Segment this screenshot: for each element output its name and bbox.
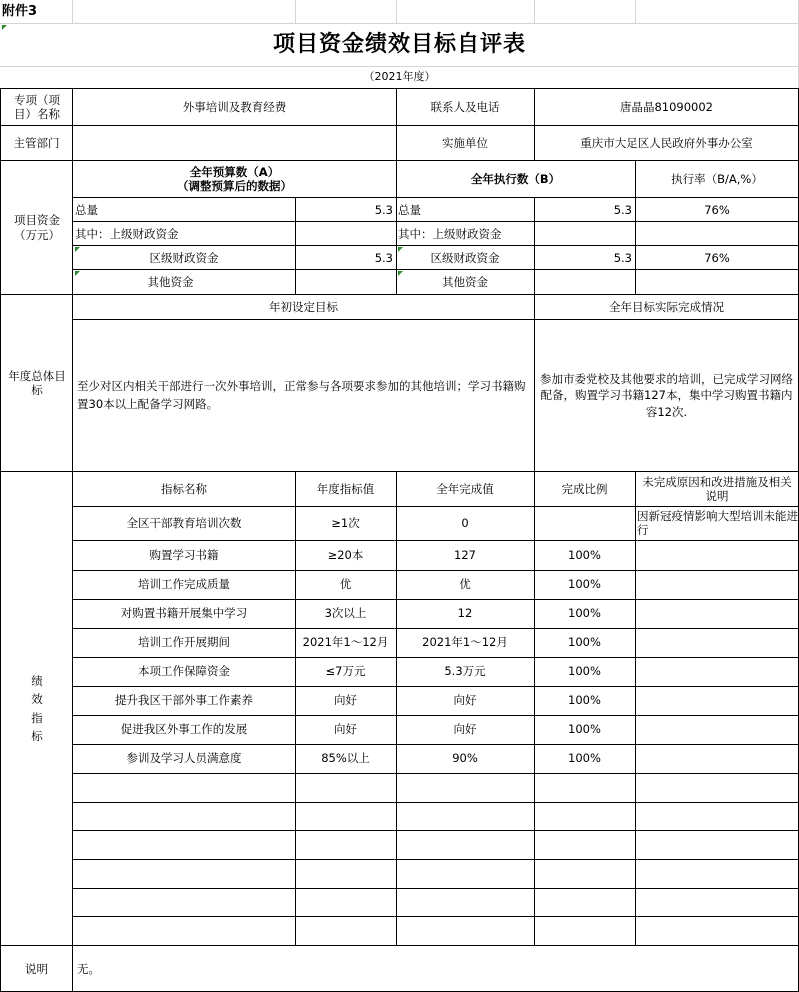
grid-line bbox=[0, 23, 799, 24]
year-label: （2021年度） bbox=[363, 70, 436, 84]
table-line bbox=[72, 88, 73, 992]
indicator-ratio: 100% bbox=[568, 577, 601, 592]
indicator-header-name: 指标名称 bbox=[161, 481, 207, 496]
funds-row-exec-name: 总量 bbox=[398, 202, 421, 217]
table-line bbox=[73, 628, 799, 629]
table-line bbox=[73, 802, 799, 803]
indicator-target: 向好 bbox=[334, 693, 357, 708]
initial-goal-header: 年初设定目标 bbox=[269, 299, 338, 314]
funds-row-exec-name: 其中：上级财政资金 bbox=[398, 226, 502, 241]
indicator-ratio: 100% bbox=[568, 606, 601, 621]
table-line bbox=[73, 319, 799, 320]
table-line bbox=[396, 471, 397, 945]
funds-row-exec bbox=[534, 270, 635, 294]
indicator-actual: 90% bbox=[452, 751, 478, 766]
indicator-actual: 2021年1～12月 bbox=[422, 635, 508, 650]
dept-value bbox=[73, 126, 396, 160]
goals-label: 年度总体目标 bbox=[8, 368, 66, 397]
indicator-ratio: 100% bbox=[568, 664, 601, 679]
table-line bbox=[73, 773, 799, 774]
grid-line bbox=[635, 0, 636, 23]
budget-header-title: 全年预算数（A） bbox=[189, 164, 280, 179]
table-line bbox=[0, 945, 799, 946]
indicator-name: 购置学习书籍 bbox=[149, 547, 219, 562]
dept-label: 主管部门 bbox=[13, 135, 60, 150]
funds-row-exec bbox=[534, 222, 635, 246]
grid-line bbox=[396, 0, 397, 23]
table-line bbox=[295, 197, 296, 294]
indicator-ratio: 100% bbox=[568, 693, 601, 708]
indicator-reason bbox=[635, 744, 799, 773]
exec-header: 全年执行数（B） bbox=[470, 171, 561, 186]
indicator-actual: 向好 bbox=[453, 722, 477, 737]
table-line bbox=[635, 160, 636, 294]
table-line bbox=[635, 471, 636, 945]
indicator-header-actual: 全年完成值 bbox=[436, 481, 494, 496]
table-line bbox=[73, 686, 799, 687]
grid-line bbox=[72, 0, 73, 23]
funds-row-name: 总量 bbox=[75, 202, 98, 217]
indicator-name: 提升我区干部外事工作素养 bbox=[115, 693, 253, 708]
cell-marker bbox=[2, 25, 7, 30]
table-line bbox=[73, 657, 799, 658]
contact-value: 唐晶晶81090002 bbox=[619, 99, 714, 114]
rate-header: 执行率（B/A,%） bbox=[671, 171, 763, 186]
project-name-label: 专项（项目）名称 bbox=[14, 92, 60, 121]
table-line bbox=[73, 540, 799, 541]
indicator-target: 优 bbox=[339, 577, 352, 592]
table-line bbox=[73, 916, 799, 917]
table-line bbox=[73, 599, 799, 600]
table-line bbox=[73, 197, 799, 198]
grid-line bbox=[295, 0, 296, 23]
table-line bbox=[73, 245, 799, 246]
cell-marker bbox=[75, 247, 80, 252]
indicator-reason bbox=[635, 657, 799, 686]
table-line bbox=[295, 471, 296, 945]
indicator-target: 3次以上 bbox=[324, 606, 367, 621]
funds-row-budget bbox=[295, 270, 396, 294]
table-line bbox=[73, 269, 799, 270]
table-line bbox=[534, 471, 535, 945]
funds-label: 项目资金（万元） bbox=[14, 213, 60, 242]
indicator-ratio: 100% bbox=[568, 635, 601, 650]
indicator-target: 2021年1～12月 bbox=[302, 635, 389, 650]
table-line bbox=[73, 715, 799, 716]
table-line bbox=[0, 471, 799, 472]
funds-row-name: 其他资金 bbox=[147, 274, 194, 289]
table-line bbox=[0, 160, 799, 161]
indicator-header-ratio: 完成比例 bbox=[561, 481, 608, 496]
indicator-target: 85%以上 bbox=[321, 751, 370, 766]
table-line bbox=[534, 294, 535, 471]
funds-row-exec-name: 其他资金 bbox=[442, 274, 488, 289]
funds-row-rate: 76% bbox=[704, 202, 730, 217]
contact-label: 联系人及电话 bbox=[430, 99, 500, 114]
actual-goal-header: 全年目标实际完成情况 bbox=[609, 299, 724, 314]
indicator-target: ≤7万元 bbox=[325, 664, 366, 679]
page-title: 项目资金绩效目标自评表 bbox=[272, 31, 526, 58]
indicator-name: 参训及学习人员满意度 bbox=[126, 751, 242, 766]
indicator-reason bbox=[635, 686, 799, 715]
indicator-reason bbox=[635, 570, 799, 599]
attachment-label: 附件3 bbox=[2, 3, 38, 19]
table-line bbox=[0, 294, 799, 295]
funds-row-name: 其中：上级财政资金 bbox=[75, 226, 179, 241]
funds-row-budget bbox=[295, 222, 396, 246]
indicator-header-target: 年度指标值 bbox=[316, 481, 375, 496]
indicators-label: 绩效指标 bbox=[31, 673, 43, 743]
table-line bbox=[534, 88, 535, 161]
cell-marker bbox=[398, 247, 403, 252]
table-line bbox=[0, 88, 1, 992]
table-line bbox=[0, 125, 799, 126]
indicator-actual: 向好 bbox=[453, 693, 477, 708]
grid-line bbox=[534, 0, 535, 23]
cell-marker bbox=[398, 271, 403, 276]
indicator-name: 培训工作开展期间 bbox=[138, 635, 230, 650]
project-name: 外事培训及教育经费 bbox=[182, 99, 287, 114]
indicator-reason: 因新冠疫情影响大型培训未能进行 bbox=[637, 508, 798, 537]
funds-row-rate bbox=[635, 270, 799, 294]
indicator-name: 培训工作完成质量 bbox=[138, 577, 230, 592]
impl-value: 重庆市大足区人民政府外事办公室 bbox=[580, 135, 753, 150]
indicator-ratio: 100% bbox=[568, 722, 601, 737]
table-line bbox=[73, 221, 799, 222]
table-line bbox=[73, 859, 799, 860]
table-line bbox=[73, 570, 799, 571]
funds-row-exec-name: 区级财政资金 bbox=[430, 250, 500, 265]
table-line bbox=[73, 888, 799, 889]
note-label: 说明 bbox=[25, 961, 48, 976]
grid-line bbox=[0, 66, 799, 67]
note-text: 无。 bbox=[77, 961, 100, 976]
indicator-actual: 优 bbox=[459, 577, 471, 592]
funds-row-name: 区级财政资金 bbox=[149, 250, 219, 265]
indicator-name: 对购置书籍开展集中学习 bbox=[120, 606, 248, 621]
funds-row-rate bbox=[635, 222, 799, 246]
table-line bbox=[73, 506, 799, 507]
funds-row-budget: 5.3 bbox=[374, 202, 393, 217]
indicator-name: 全区干部教育培训次数 bbox=[126, 515, 242, 530]
table-line bbox=[0, 88, 799, 89]
indicator-ratio: 100% bbox=[568, 751, 601, 766]
funds-row-exec: 5.3 bbox=[613, 202, 632, 217]
indicator-reason bbox=[635, 628, 799, 657]
table-line bbox=[534, 197, 535, 294]
indicator-reason bbox=[635, 599, 799, 628]
indicator-actual: 5.3万元 bbox=[444, 664, 486, 679]
indicator-ratio: 100% bbox=[568, 547, 601, 562]
indicator-ratio bbox=[534, 506, 635, 540]
indicator-reason bbox=[635, 715, 799, 744]
indicator-header-reason: 未完成原因和改进措施及相关说明 bbox=[642, 474, 792, 503]
funds-row-exec: 5.3 bbox=[613, 250, 632, 265]
budget-header bbox=[73, 161, 396, 197]
table-line bbox=[73, 830, 799, 831]
actual-goal-text: 参加市委党校及其他要求的培训，已完成学习网络配备，购置学习书籍127本，集中学习购置书籍内容12次. bbox=[540, 372, 793, 419]
indicator-actual: 12 bbox=[457, 606, 473, 621]
cell-marker bbox=[75, 271, 80, 276]
table-line bbox=[73, 744, 799, 745]
indicator-name: 本项工作保障资金 bbox=[138, 664, 230, 679]
funds-row-rate: 76% bbox=[704, 250, 730, 265]
indicator-target: ≥20本 bbox=[327, 547, 364, 562]
impl-label: 实施单位 bbox=[442, 135, 488, 150]
indicator-actual: 0 bbox=[461, 515, 469, 530]
indicator-actual: 127 bbox=[454, 547, 476, 562]
initial-goal-text: 至少对区内相关干部进行一次外事培训，正常参与各项要求参加的其他培训；学习书籍购置30本以上配备学习网路。 bbox=[77, 379, 526, 411]
indicator-target: 向好 bbox=[334, 722, 357, 737]
budget-header-sub: （调整预算后的数据） bbox=[177, 179, 292, 193]
indicator-target: ≥1次 bbox=[331, 515, 360, 530]
indicator-name: 促进我区外事工作的发展 bbox=[120, 722, 248, 737]
funds-row-budget: 5.3 bbox=[374, 250, 393, 265]
indicator-reason bbox=[635, 540, 799, 570]
table-line bbox=[396, 88, 397, 294]
